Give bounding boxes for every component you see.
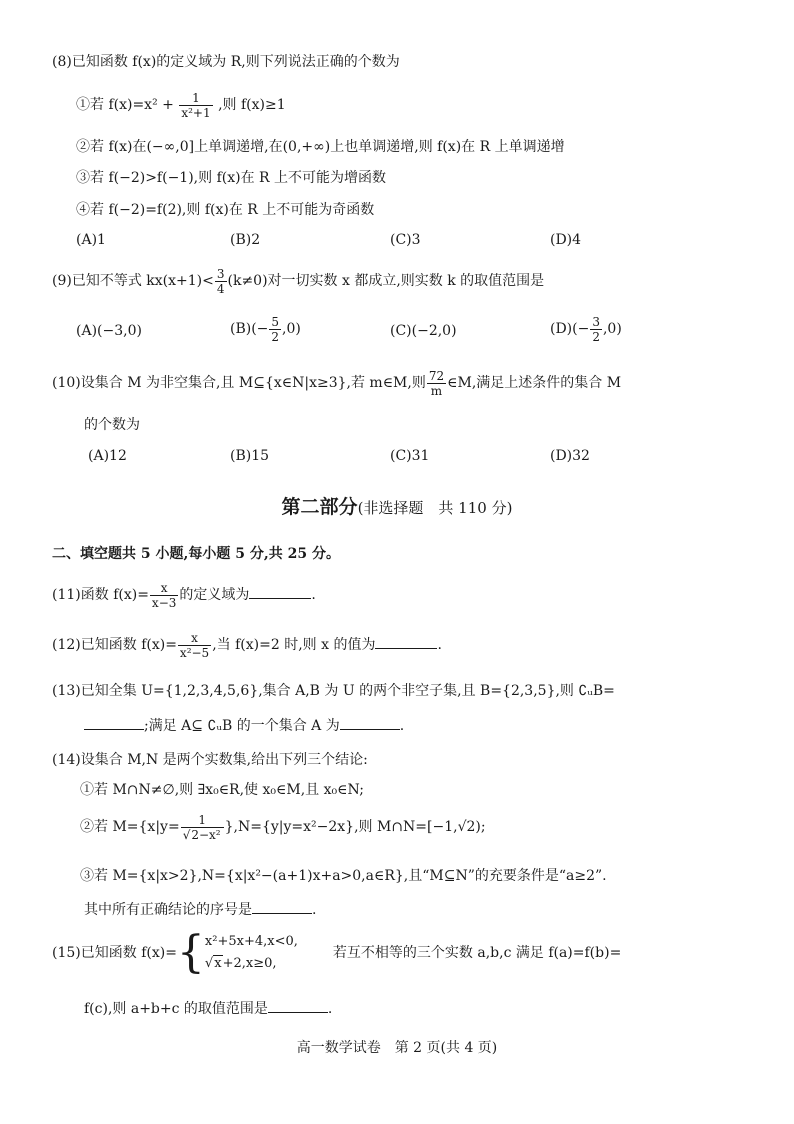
q10-stem: (10)设集合 M 为非空集合,且 M⊆{x∈N|x≥3},若 m∈M,则 $\frac{72}{m}$ ∈M,满足上述条件的集合 M <box>52 368 622 398</box>
answer-blank[interactable] <box>375 634 437 649</box>
q8-option-b: (B)2 <box>230 232 261 248</box>
q8-statement-1: ①若 f(x)=x² + $\frac{1}{\text{x²+1}}$ ,则 f(x)≥1 <box>76 90 286 120</box>
q9-option-d: (D)(− $\frac{3}{2}$ ,0) <box>550 314 622 344</box>
q8-stem: (8)已知函数 f(x)的定义域为 R,则下列说法正确的个数为 <box>52 54 400 70</box>
q9-option-a: (A)(−3,0) <box>76 323 142 339</box>
part2-heading: 第二部分(非选择题 共 110 分) <box>281 496 513 518</box>
q10-stem-cont: 的个数为 <box>84 417 140 433</box>
q9-option-c: (C)(−2,0) <box>390 323 457 339</box>
q9-stem: (9)已知不等式 kx(x+1)< $\frac{3}{4}$ (k≠0)对一切实数 x 都成立,则实数 k 的取值范围是 <box>52 266 545 296</box>
q11: (11)函数 f(x)= $\frac{x}{x-3}$ 的定义域为 . <box>52 580 316 610</box>
q10-option-a: (A)12 <box>88 448 127 464</box>
q14-stem: (14)设集合 M,N 是两个实数集,给出下列三个结论: <box>52 752 368 768</box>
q9-fraction: $\frac{3}{4}$ <box>216 266 225 296</box>
q13-line1: (13)已知全集 U={1,2,3,4,5,6},集合 A,B 为 U 的两个非空子集,且 B={2,3,5},则 ∁ᵤB= <box>52 683 615 699</box>
q10-option-d: (D)32 <box>550 448 590 464</box>
q8-statement-2: ②若 f(x)在(−∞,0]上单调递增,在(0,+∞)上也单调递增,则 f(x)在 R 上单调递增 <box>76 139 565 155</box>
answer-blank[interactable] <box>268 998 328 1013</box>
q8-option-d: (D)4 <box>550 232 582 248</box>
q14-statement-2: ②若 M={x|y= $\frac{1}{\text{√2−x²}}$ },N={y|y=x²−2x},则 M∩N=[−1,√2); <box>80 812 486 842</box>
q15-stem-cont: f(c),则 a+b+c 的取值范围是 . <box>84 998 332 1019</box>
q13-line2: ;满足 A⊆ ∁ᵤB 的一个集合 A 为 . <box>84 715 404 736</box>
q9-option-b: (B)(− $\frac{5}{2}$ ,0) <box>230 314 301 344</box>
q8-statement-3: ③若 f(−2)>f(−1),则 f(x)在 R 上不可能为增函数 <box>76 170 387 186</box>
answer-blank[interactable] <box>340 715 400 730</box>
answer-blank[interactable] <box>252 899 312 914</box>
q12: (12)已知函数 f(x)= $\frac{x}{\text{x²−5}}$ ,当 f(x)=2 时,则 x 的值为 . <box>52 630 442 660</box>
answer-blank[interactable] <box>84 715 144 730</box>
q10-option-b: (B)15 <box>230 448 270 464</box>
q14-statement-1: ①若 M∩N≠∅,则 ∃x₀∈R,使 x₀∈M,且 x₀∈N; <box>80 782 364 798</box>
q10-fraction: $\frac{72}{m}$ <box>428 368 445 398</box>
page-footer: 高一数学试卷 第 2 页(共 4 页) <box>296 1040 498 1056</box>
q8-option-a: (A)1 <box>76 232 106 248</box>
q8-option-c: (C)3 <box>390 232 421 248</box>
q15-stem: (15)已知函数 f(x)={ x²+5x+4,x<0, √x+2,x≥0, 若互不相等的三个实数 a,b,c 满足 f(a)=f(b)= <box>52 927 622 978</box>
answer-blank[interactable] <box>249 584 311 599</box>
q14-statement-3: ③若 M={x|x>2},N={x|x²−(a+1)x+a>0,a∈R},且“M⊆N”的充要条件是“a≥2”. <box>80 868 607 884</box>
q8-fraction: $\frac{1}{\text{x²+1}}$ <box>181 90 211 120</box>
section-heading: 二、填空题共 5 小题,每小题 5 分,共 25 分。 <box>52 546 340 562</box>
q14-conclusion: 其中所有正确结论的序号是 . <box>84 899 316 920</box>
q10-option-c: (C)31 <box>390 448 430 464</box>
q8-statement-4: ④若 f(−2)=f(2),则 f(x)在 R 上不可能为奇函数 <box>76 202 375 218</box>
q15-piecewise: x²+5x+4,x<0, √x+2,x≥0, <box>204 934 298 971</box>
